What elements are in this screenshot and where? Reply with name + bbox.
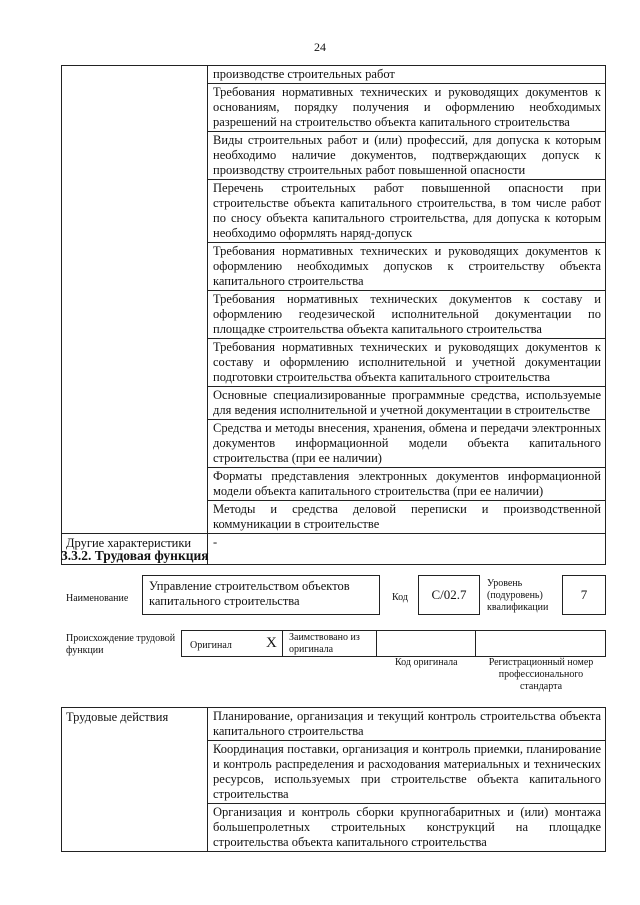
requirements-label-cell bbox=[62, 66, 208, 534]
labor-action-item: Организация и контроль сборки крупногабаритных и (или) монтажа большепролетных строительных конструкций на площадке строительства объекта капитального строительства bbox=[208, 804, 606, 852]
original-mark: X bbox=[266, 635, 277, 651]
level-value-box: 7 bbox=[562, 575, 606, 615]
origin-label: Происхождение трудовой функции bbox=[66, 633, 176, 656]
registration-number-box bbox=[476, 630, 606, 657]
labor-action-item: Планирование, организация и текущий контроль строительства объекта капитального строительства bbox=[208, 708, 606, 741]
section-title: 3.3.2. Трудовая функция bbox=[61, 548, 209, 563]
requirement-item: Средства и методы внесения, хранения, обмена и передачи электронных документов информационной модели объекта капитального строительства (при ее наличии) bbox=[208, 420, 606, 468]
labor-actions-table bbox=[61, 707, 606, 852]
requirement-item: Основные специализированные программные средства, используемые для ведения исполнительной и учетной документации в строительстве bbox=[208, 387, 606, 420]
requirement-item: Требования нормативных технических документов к составу и оформлению геодезической исполнительной документации по площадке строительства объекта капитального строительства bbox=[208, 291, 606, 339]
code-label: Код bbox=[392, 592, 408, 603]
function-code-box: C/02.7 bbox=[418, 575, 480, 615]
page-number: 24 bbox=[314, 40, 326, 54]
borrowed-label: Заимствовано из оригинала bbox=[289, 632, 360, 655]
requirement-item: производстве строительных работ bbox=[208, 66, 606, 84]
table-row bbox=[62, 66, 606, 84]
other-characteristics-label: Другие характеристики bbox=[62, 534, 208, 565]
requirements-table bbox=[61, 65, 606, 565]
original-box bbox=[181, 630, 283, 657]
original-code-caption: Код оригинала bbox=[395, 657, 458, 668]
requirement-item: Требования нормативных технических и руководящих документов к оформлению необходимых допусков к строительству объекта капитального строительства bbox=[208, 243, 606, 291]
original-label: Оригинал bbox=[190, 640, 232, 651]
registration-number-caption: Регистрационный номер профессионального стандарта bbox=[488, 657, 594, 692]
requirement-item: Требования нормативных технических и руководящих документов к составу и оформлению исполнительной и учетной документации подготовки строительства объекта капитального строительства bbox=[208, 339, 606, 387]
level-label: Уровень (подуровень) квалификации bbox=[487, 578, 549, 613]
requirement-item: Виды строительных работ и (или) профессий, для допуска к которым необходимо наличие документов, подтверждающих допуск к производству строительных работ повышенной опасности bbox=[208, 132, 606, 180]
original-code-box bbox=[377, 630, 476, 657]
borrowed-box bbox=[283, 630, 377, 657]
labor-action-item: Координация поставки, организация и контроль приемки, планирование и контроль распределения и расходования материальных и технических ресурсов, используемых при строительстве объекта капитального строительства bbox=[208, 741, 606, 804]
function-name-box: Управление строительством объектов капитального строительства bbox=[142, 575, 380, 615]
requirement-item: Требования нормативных технических и руководящих документов к основаниям, порядку получения и оформлению необходимых разрешений на строительство объекта капитального строительства bbox=[208, 84, 606, 132]
requirement-item: Форматы представления электронных документов информационной модели объекта капитального строительства (при ее наличии) bbox=[208, 468, 606, 501]
other-characteristics-value: - bbox=[208, 534, 606, 565]
requirement-item: Перечень строительных работ повышенной опасности при строительстве объекта капитального строительства, в том числе работ по сносу объекта капитального строительства, для допуска к которым необходимо оформлять наряд-допуск bbox=[208, 180, 606, 243]
table-row bbox=[62, 708, 606, 741]
requirement-item: Методы и средства деловой переписки и производственной коммуникации в строительстве bbox=[208, 501, 606, 534]
labor-actions-label: Трудовые действия bbox=[62, 708, 208, 852]
name-label: Наименование bbox=[66, 593, 129, 604]
